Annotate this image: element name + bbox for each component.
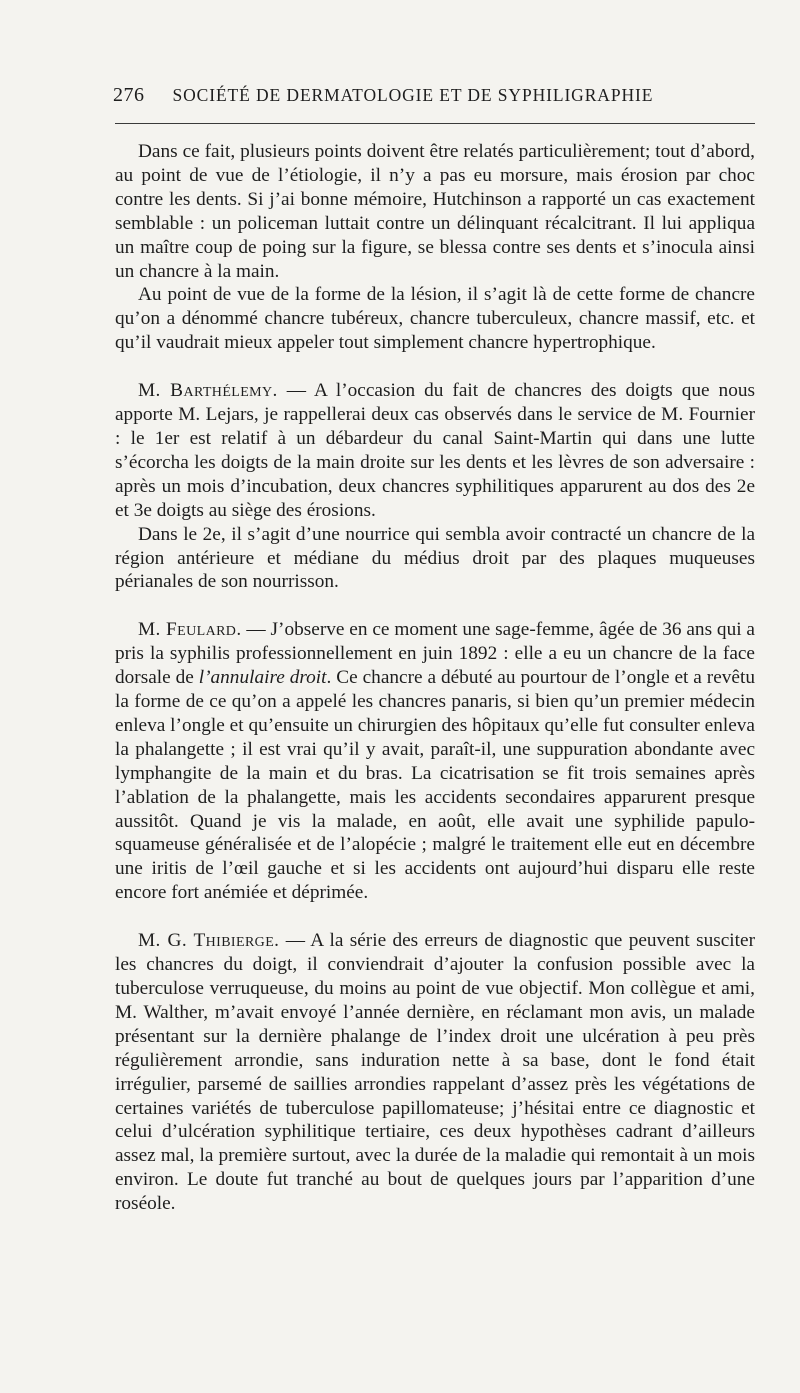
paragraph-gap (115, 355, 755, 379)
paragraph-5 (115, 618, 755, 905)
paragraph-3-text: — A l’occasion du fait de chancres des doigts que nous apporte M. Lejars, je rappellerai deux cas observés dans le service de M. Fournier : le 1er est relatif à un débardeur du canal Saint-Martin qui dans une lutte s’écorcha les doigts de la main droite sur les dents et les lèvres de son adversaire : après un mois d’incubation, deux chancres syphilitiques apparurent au dos des 2e et 3e doigts au siège des érosions. (115, 380, 755, 521)
body-text (115, 140, 755, 1216)
paragraph-6-text: — A la série des erreurs de diagnostic que peuvent susciter les chancres du doigt, il conviendrait d’ajouter la confusion possible avec la tuberculose verruqueuse, du moins au point de vue objectif. Mon collègue et ami, M. Walther, m’avait envoyé l’année dernière, en réclamant mon avis, un malade présentant sur la dernière phalange de l’index droit une ulcération à peu près régulièrement arrondie, sans induration nette à sa base, dont le fond était irrégulier, parsemé de saillies arrondies rappelant d’assez près les végétations de certaines variétés de tuberculose papillomateuse; j’hésitai entre ce diagnostic et celui d’ulcération syphilitique tertiaire, ces deux hypothèses cadrant d’ailleurs assez mal, la première surtout, avec la durée de la maladie qui remontait à un mois environ. Le doute fut tranché au bout de quelques jours par l’apparition d’une roséole. (115, 930, 755, 1215)
speaker-barthelemy: M. Barthélemy. (138, 380, 278, 402)
speaker-feulard: M. Feulard. (138, 619, 242, 641)
page-header (113, 84, 693, 107)
paragraph-gap (115, 594, 755, 618)
speaker-thibierge: M. G. Thibierge. (138, 930, 280, 952)
paragraph-2: Au point de vue de la forme de la lésion, il s’agit là de cette forme de chancre qu’on a dénommé chancre tubéreux, chancre tuberculeux, chancre massif, etc. et qu’il vaudrait mieux appeler tout simplement chancre hypertrophique. (115, 284, 755, 354)
paragraph-1: Dans ce fait, plusieurs points doivent être relatés particulièrement; tout d’abord, au point de vue de l’étiologie, il n’y a pas eu morsure, mais érosion par choc contre les dents. Si j’ai bonne mémoire, Hutchinson a rapporté un cas exactement semblable : un policeman luttait contre un délinquant récalcitrant. Il lui appliqua un maître coup de poing sur la figure, se blessa contre ses dents et s’inocula ainsi un chancre à la main. (115, 141, 755, 282)
paragraph-5-text-b: . Ce chancre a débuté au pourtour de l’ongle et a revêtu la forme de ce qu’on a appelé les chancres panaris, si bien qu’un premier médecin enleva l’ongle et qu’ensuite un chirurgien des hôpitaux qu’elle fut consulter enleva la phalangette ; il est vrai qu’il y avait, paraît-il, une suppuration abondante avec lymphangite de la main et du bras. La cicatrisation se fit trois semaines après l’ablation de la phalangette, mais les accidents secondaires apparurent presque aussitôt. Quand je vis la malade, en août, elle avait une syphilide papulo-squameuse généralisée et de l’alopécie ; malgré le traitement elle eut en décembre une iritis de l’œil gauche et si les accidents ont aujourd’hui disparu elle reste encore fort anémiée et déprimée. (115, 667, 755, 904)
paragraph-6 (115, 929, 755, 1216)
paragraph-gap (115, 905, 755, 929)
paragraph-3 (115, 379, 755, 522)
running-title: SOCIÉTÉ DE DERMATOLOGIE ET DE SYPHILIGRAPHIE (172, 85, 654, 105)
paragraph-5-italic: l’annulaire droit (198, 667, 327, 689)
header-rule (115, 123, 755, 124)
paragraph-4: Dans le 2e, il s’agit d’une nourrice qui sembla avoir contracté un chancre de la région antérieure et médiane du médius droit par des plaques muqueuses périanales de son nourrisson. (115, 523, 755, 593)
page-number: 276 (113, 84, 145, 106)
paragraph-5-text-a: — J’observe en ce moment une sage-femme, âgée de 36 ans qui a pris la syphilis professionnellement en juin 1892 : elle a eu un chancre de la face dorsale de (115, 619, 755, 689)
